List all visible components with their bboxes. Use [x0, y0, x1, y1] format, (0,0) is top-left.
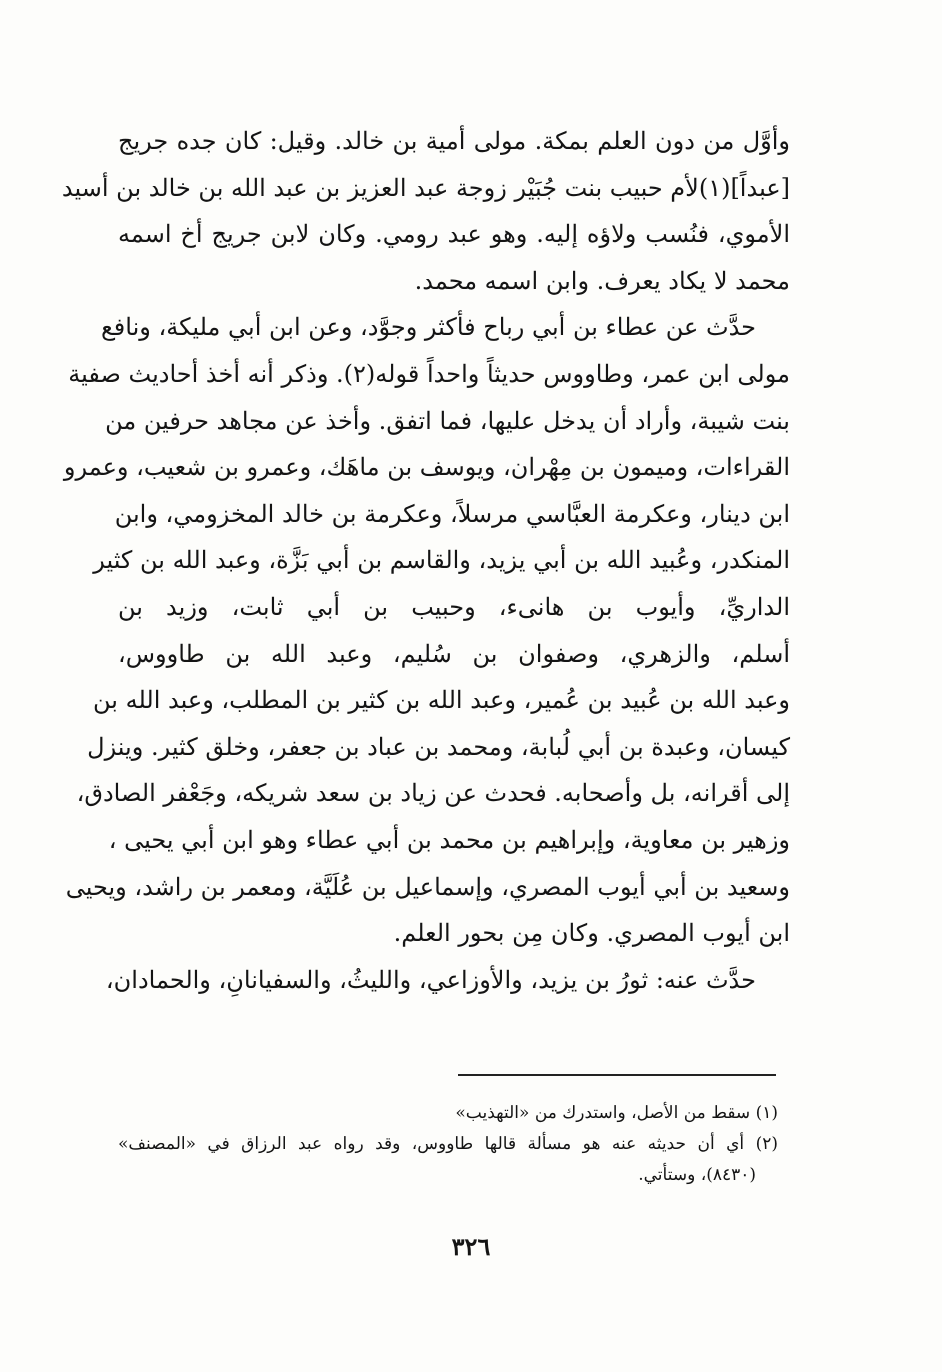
text-line: الأموي، فنُسب ولاؤه إليه. وهو عبد رومي. وكان لابن جريج أخ اسمه [118, 220, 790, 249]
text-line: الداريِّ، وأيوب بن هانىء، وحبيب بن أبي ثابت، وزيد بن [118, 592, 790, 621]
text-line: بنت شيبة، وأراد أن يدخل عليها، فما اتفق. وأخذ عن مجاهد حرفين من [105, 406, 790, 435]
text-line: وزهير بن معاوية، وإبراهيم بن محمد بن أبي عطاء وهو ابن أبي يحيى ، [108, 825, 790, 854]
text-line: حدَّث عنه: ثورُ بن يزيد، والأوزاعي، والليثُ، والسفيانانِ، والحمادان، [105, 965, 756, 994]
text-line: ابن دينار، وعكرمة العبَّاسي مرسلاً، وعكرمة بن خالد المخزومي، وابن [114, 499, 790, 528]
footnote: (٢) أي أن حديثه عنه هو مسألة قالها طاووس، وقد رواه عبد الرزاق في «المصنف» [118, 1134, 778, 1154]
footnote: (١) سقط من الأصل، واستدرك من «التهذيب» [455, 1103, 778, 1123]
footnotes [118, 1098, 790, 1191]
text-line: أسلم، والزهري، وصفوان بن سُليم، وعبد الله بن طاووس، [118, 639, 790, 668]
text-line: محمد لا يكاد يعرف. وابن اسمه محمد. [414, 266, 790, 295]
text-line: كيسان، وعبدة بن أبي لُبابة، ومحمد بن عباد بن جعفر، وخلق كثير. وينزل [87, 732, 790, 761]
text-line: ابن أيوب المصري. وكان مِن بحور العلم. [393, 919, 790, 948]
text-line: مولى ابن عمر، وطاووس حديثاً واحداً قوله(٢). وذكر أنه أخذ أحاديث صفية [68, 359, 790, 388]
footnote-continuation: (٨٤٣٠)، وستأتي. [638, 1165, 756, 1185]
text-line: إلى أقرانه، بل وأصحابه. فحدث عن زياد بن سعد شريكه، وجَعْفر الصادق، [76, 779, 790, 808]
text-line: المنكدر، وعُبيد الله بن أبي يزيد، والقاسم بن أبي بَزَّة، وعبد الله بن كثير [93, 546, 790, 575]
text-line: وعبد الله بن عُبيد بن عُمير، وعبد الله بن كثير بن المطلب، وعبد الله بن [93, 686, 790, 715]
text-line: القراءات، وميمون بن مِهْران، ويوسف بن ماهَك، وعمرو بن شعيب، وعمرو [63, 453, 790, 482]
text-line: وأوَّل من دون العلم بمكة. مولى أمية بن خالد. وقيل: كان جده جريج [118, 127, 790, 155]
text-line: حدَّث عن عطاء بن أبي رباح فأكثر وجوَّد، وعن ابن أبي مليكة، ونافع [101, 313, 756, 342]
main-text [61, 118, 790, 1003]
text-line: [عبداً](١)لأم حبيب بنت جُبَيْر زوجة عبد العزيز بن عبد الله بن خالد بن أسيد [61, 173, 790, 202]
footnote-separator [458, 1074, 776, 1076]
page-number: ٣٢٦ [451, 1232, 491, 1261]
text-line: وسعيد بن أبي أيوب المصري، وإسماعيل بن عُلَيَّة، ومعمر بن راشد، ويحيى [65, 872, 790, 901]
